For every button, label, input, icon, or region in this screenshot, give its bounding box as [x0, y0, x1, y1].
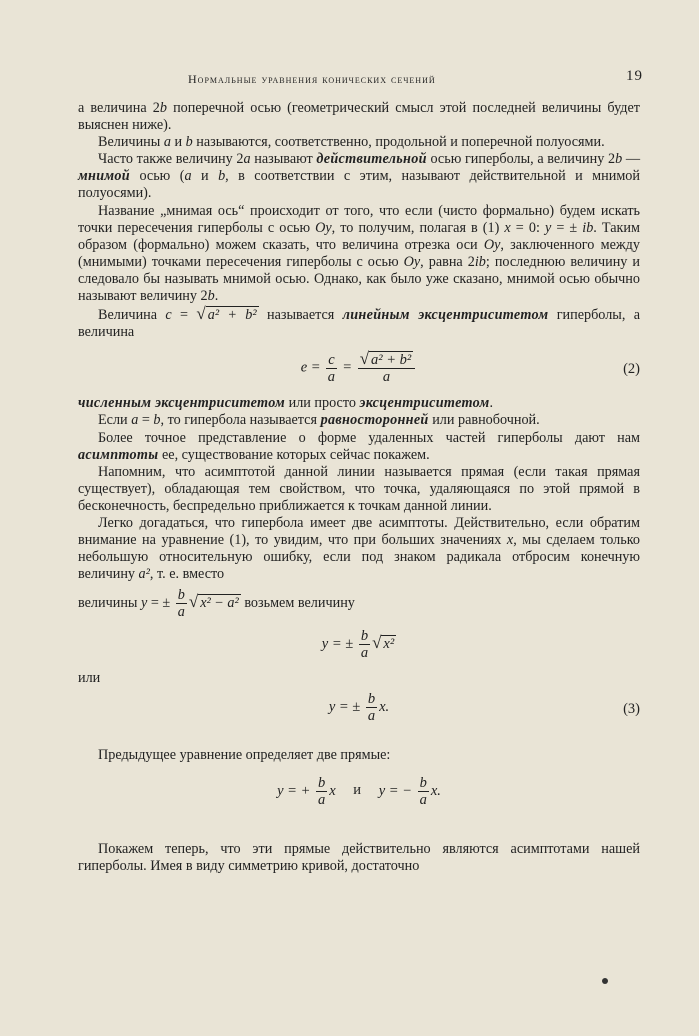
- paragraph-semi-axes: Величины a и b называются, соответственно, продольной и поперечной полуосями.: [98, 134, 605, 151]
- equation-number-2: (2): [623, 361, 640, 378]
- paragraph-equilateral: Если a = b, то гипербола называется равносторонней или равнобочной.: [98, 412, 540, 429]
- fraction-c-over-a: $\frac{c}{a}$: [327, 351, 336, 385]
- equation-2: e = $\frac{c}{a}$ = $\frac{\text{√ a² + b²}}{a}$ (2): [300, 349, 640, 386]
- paragraph-instead-of: величины y = ± $\frac{b}{a}$ √ x² − a² возьмем величину: [78, 587, 355, 621]
- equation-two-lines: y = + $\frac{b}{a}$ x и y = − $\frac{b}{a}$ x.: [277, 774, 441, 808]
- equation-number-3: (3): [623, 701, 640, 718]
- page-number: 19: [626, 68, 643, 84]
- fraction-b-over-a-eq3: $\frac{b}{a}$: [367, 691, 376, 725]
- paragraph-two-asymptotes: Легко догадаться, что гипербола имеет две асимптоты. Действительно, если обратим внимание на уравнение (1), то увидим, что при больших значениях x, мы сделаем только небольшую относительную ошибку, если под знаком радикала отбросим конечную величину a², т. е. вместо: [78, 514, 640, 583]
- paragraph-two-lines: Предыдущее уравнение определяет две прямые:: [98, 747, 391, 764]
- fraction-minus-b-over-a: $\frac{b}{a}$: [419, 774, 427, 808]
- header-title: Нормальные уравнения конических сечений: [188, 72, 436, 86]
- fraction-b-over-a-mid: $\frac{b}{a}$: [360, 628, 369, 662]
- paragraph-asymptotes-intro: Более точное представление о форме удаленных частей гиперболы дают нам асимптоты ее, существование которых сейчас покажем.: [78, 429, 640, 463]
- equation-3: y = ± $\frac{b}{a}$ x. (3): [328, 691, 640, 725]
- paragraph-linear-eccentricity: Величина c = √ a² + b² называется линейным эксцентриситетом гиперболы, а величина: [78, 304, 640, 341]
- paragraph-numerical-eccentricity: численным эксцентриситетом или просто эксцентриситетом.: [78, 395, 494, 412]
- word-ili: или: [78, 670, 101, 687]
- paragraph-real-imaginary-axis: Часто также величину 2a называют действительной осью гиперболы, а величину 2b — мнимой осью (a и b, в соответствии с этим, называют действительной и мнимой полуосями).: [78, 151, 641, 202]
- fraction-plus-b-over-a: $\frac{b}{a}$: [317, 774, 326, 808]
- equation-y-root-x2: y = ± $\frac{b}{a}$ √ x²: [321, 628, 395, 662]
- ink-spot: [602, 978, 608, 984]
- page-body: [78, 100, 640, 875]
- paragraph-show-asymptotes: Покажем теперь, что эти прямые действительно являются асимптотами нашей гиперболы. Имея в виду симметрию кривой, достаточно: [78, 840, 640, 874]
- paragraph-asymptote-definition: Напомним, что асимптотой данной линии называется прямая (если такая прямая существует), обладающая тем свойством, что точка, удаляющаяся по этой прямой в бесконечность, беспредельно приближается к точкам данной линии.: [78, 463, 640, 514]
- running-header: [78, 68, 643, 90]
- paragraph-imaginary-axis-name: Название „мнимая ось“ происходит от того, что если (чисто формально) будем искать точки пересечения гиперболы с осью Oy, то получим, полагая в (1) x = 0: y = ± ib. Таким образом (формально) можем сказать, что величина отрезка оси Oy, заключенного между (мнимыми) точками пересечения гиперболы с осью Oy, равна 2ib; последнюю величину и следовало бы называть мнимой осью. Однако, как было уже сказано, мнимой осью обычно называют величину 2b.: [78, 202, 640, 305]
- fraction-root-over-a: $\frac{\text{√ a² + b²}}{a}$: [358, 351, 416, 385]
- fraction-b-over-a: $\frac{b}{a}$: [177, 587, 185, 621]
- paragraph-transverse-axis: а величина 2b поперечной осью (геометрический смысл этой последней величины будет выяснен ниже).: [78, 100, 641, 134]
